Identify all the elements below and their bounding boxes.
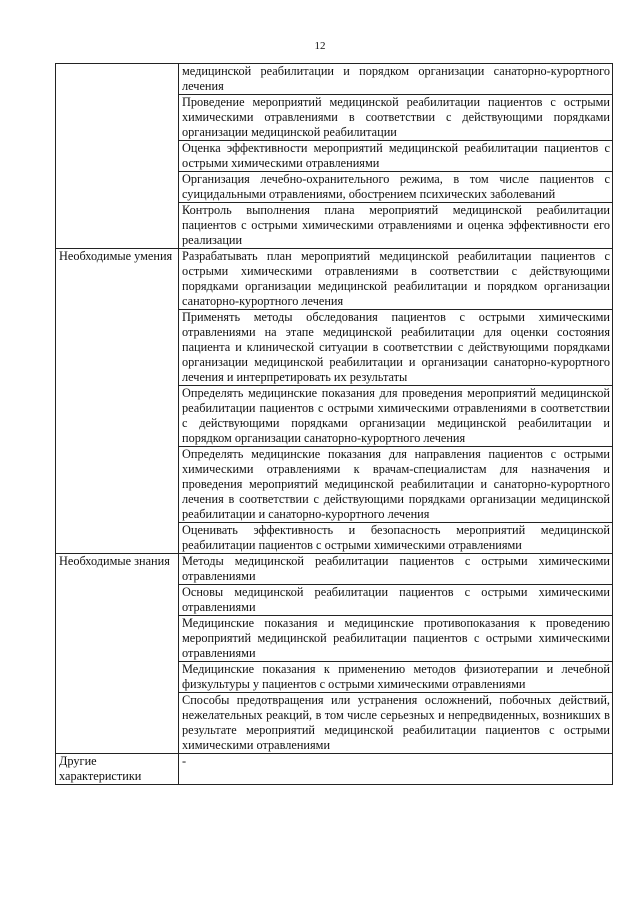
list-item: Проведение мероприятий медицинской реабилитации пациентов с острыми химическими отравлениями в соответствии с действующими порядками организации медицинской реабилитации: [179, 95, 612, 141]
row-content: [179, 554, 613, 754]
list-item: Разрабатывать план мероприятий медицинской реабилитации пациентов с острыми химическими отравлениями в соответствии с действующими порядками организации медицинской реабилитации и порядком организации санаторно-курортного лечения: [179, 249, 612, 310]
list-item: Способы предотвращения или устранения осложнений, побочных действий, нежелательных реакций, в том числе серьезных и непредвиденных, возникших в результате мероприятий медицинской реабилитации пациентов с острыми химическими отравлениями: [182, 693, 610, 752]
list-item: Организация лечебно-охранительного режима, в том числе пациентов с суицидальными отравлениями, обострением психических заболеваний: [179, 172, 612, 203]
list-item: Оценивать эффективность и безопасность мероприятий медицинской реабилитации пациентов с острыми химическими отравлениями: [182, 523, 610, 552]
list-item: Оценка эффективности мероприятий медицинской реабилитации пациентов с острыми химическими отравлениями: [179, 141, 612, 172]
list-item: Методы медицинской реабилитации пациентов с острыми химическими отравлениями: [179, 554, 612, 585]
list-item: Контроль выполнения плана мероприятий медицинской реабилитации пациентов с острыми химическими отравлениями и оценка эффективности его реализации: [182, 203, 610, 247]
row-content: [179, 754, 613, 785]
list-item: Применять методы обследования пациентов с острыми химическими отравлениями на этапе медицинской реабилитации для оценки состояния пациента и клинической ситуации в соответствии с действующими порядками организации медицинской реабилитации и организации санаторно-курортного лечения и интерпретировать их результаты: [179, 310, 612, 386]
list-item: Основы медицинской реабилитации пациентов с острыми химическими отравлениями: [179, 585, 612, 616]
table-row: [56, 249, 613, 554]
list-item: Определять медицинские показания для направления пациентов с острыми химическими отравлениями к врачам-специалистам для назначения и проведения мероприятий медицинской реабилитации и санаторно-курортного лечения в соответствии с действующими порядками организации медицинской реабилитации и санаторно-курортного лечения: [179, 447, 612, 523]
table-row: [56, 554, 613, 754]
list-item: -: [182, 754, 187, 768]
row-content: [179, 249, 613, 554]
list-item: Медицинские показания и медицинские противопоказания к проведению мероприятий медицинской реабилитации пациентов с острыми химическими отравлениями: [179, 616, 612, 662]
row-label: Необходимые знания: [56, 554, 179, 754]
list-item: Определять медицинские показания для проведения мероприятий медицинской реабилитации пациентов с острыми химическими отравлениями в соответствии с действующими порядками организации медицинской реабилитации и порядком организации санаторно-курортного лечения: [179, 386, 612, 447]
table-row: [56, 754, 613, 785]
list-item: Медицинские показания к применению методов физиотерапии и лечебной физкультуры у пациентов с острыми химическими отравлениями: [179, 662, 612, 693]
page-number: 12: [314, 40, 326, 52]
table-row: [56, 64, 613, 249]
row-label: [56, 64, 179, 249]
competency-table: [55, 63, 613, 785]
list-item: медицинской реабилитации и порядком организации санаторно-курортного лечения: [179, 64, 612, 95]
row-label: Необходимые умения: [56, 249, 179, 554]
row-content: [179, 64, 613, 249]
row-label: Другие характеристики: [56, 754, 179, 785]
